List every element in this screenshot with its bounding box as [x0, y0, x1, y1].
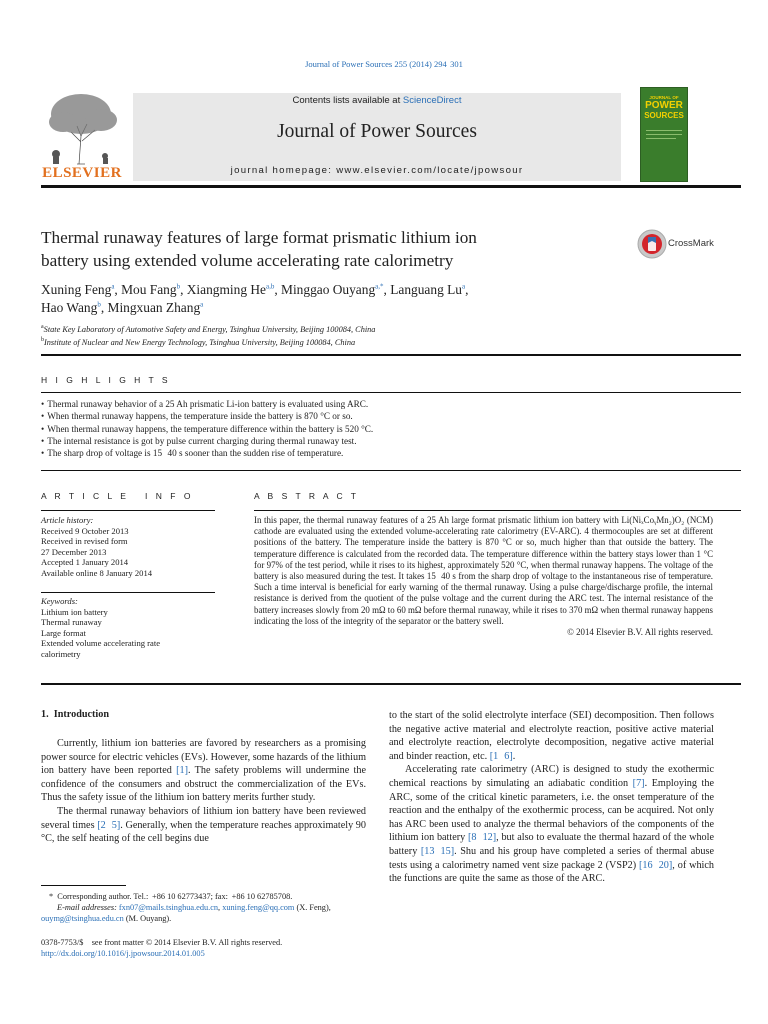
abstract-rule: [254, 510, 741, 511]
author-separator: ,: [114, 282, 122, 297]
highlights-heading: H I G H L I G H T S: [41, 375, 171, 385]
keywords-rule: [41, 592, 215, 593]
email-separator: ,: [218, 903, 223, 912]
affiliation-rule: [41, 354, 741, 356]
author-separator: ,: [383, 282, 391, 297]
keyword-item[interactable]: Lithium ion battery: [41, 606, 108, 617]
footnote: [41, 891, 381, 924]
reference-link[interactable]: [8 12]: [467, 832, 497, 844]
publisher-name: ELSEVIER: [42, 165, 122, 181]
author-separator: ,: [180, 282, 187, 297]
journal-cover-image[interactable]: [640, 87, 688, 182]
history-item: 27 December 2013: [41, 546, 107, 557]
keyword-item[interactable]: Extended volume accelerating rate: [41, 638, 161, 649]
article-info-rule: [41, 510, 215, 511]
author-separator: ,: [100, 300, 108, 315]
right-column-text: [389, 709, 714, 886]
affiliation-text: Institute of Nuclear and New Energy Technology, Tsinghua University, Beijing 100084, China: [44, 337, 356, 347]
intro-r1-text-a: to the start of the solid electrolyte interface (SEI) decomposition. Then follows the negative active material and electrolyte reaction, positive active material and electrolyte reaction, electrolyte decomposition, negative active material and binder reaction, etc.: [389, 710, 714, 762]
email-owner: (X. Feng),: [294, 903, 331, 912]
highlight-item: • When thermal runaway happens, the temperature difference within the battery is 520 °C.: [41, 423, 741, 435]
highlight-item: • When thermal runaway happens, the temperature inside the battery is 870 °C or so.: [41, 410, 741, 422]
intro-p2-text-b: . Generally, when the temperature reaches approximately 90 °C, the self heating of the cell begins due: [41, 819, 366, 845]
highlights-rule: [41, 392, 741, 393]
highlight-item: • The sharp drop of voltage is 15 40 s sooner than the sudden rise of temperature.: [41, 447, 741, 459]
author-name[interactable]: Hao Wang: [41, 300, 98, 315]
affiliation-mark: a: [41, 324, 44, 330]
highlights-end-rule: [41, 470, 741, 471]
history-item: Accepted 1 January 2014: [41, 557, 129, 568]
email-link[interactable]: fxn07@mails.tsinghua.edu.cn: [118, 903, 219, 912]
homepage-prefix: journal homepage:: [230, 165, 337, 176]
email-line-2: [41, 913, 381, 924]
corresponding-author-note: * Corresponding author. Tel.: +86 10 62773437; fax: +86 10 62785708.: [49, 892, 293, 901]
highlight-item: • The internal resistance is got by pulse current charging during thermal runaway test.: [41, 435, 741, 447]
affiliation-a: [41, 322, 641, 335]
history-item: Received 9 October 2013: [41, 525, 129, 536]
cover-line-3: SOURCES: [644, 111, 684, 120]
email-label: E-mail addresses:: [57, 903, 119, 912]
intro-p1-text-b: . The safety problems will undermine the confidence of the consumers and obstruct the commercialization of the EVs. Thus the safety issue of the lithium ion battery merits further study.: [41, 765, 366, 804]
author-affiliation-mark[interactable]: a: [461, 282, 466, 291]
author-name[interactable]: Mingxuan Zhang: [107, 300, 201, 315]
reference-link[interactable]: [7]: [632, 777, 645, 789]
author-affiliation-mark[interactable]: a,b: [265, 282, 275, 291]
article-title-line-2: battery using extended volume accelerating rate calorimetry: [41, 251, 454, 270]
crossmark-label: CrossMark: [668, 238, 714, 249]
author-affiliation-mark[interactable]: a,*: [375, 282, 384, 291]
keyword-item[interactable]: calorimetry: [41, 648, 81, 659]
abstract-text-body: (NCM) cathode are evaluated using the extended volume-accelerating rate calorimetry (EV-ARC). 4 thermocouples are set at different positions of the battery. The temperature inside the battery is 870 °C or so, much higher than that outside the battery. The temperature difference is calculated from the recorded data. The temperature difference within the battery stays lower than 1 °C for 97% of the test period, while it rises to its highest, approximately 520 °C, when thermal runaway happens. The voltage of the battery is also measured during the test. It takes 15 40 s from the sharp drop of voltage to the instantaneous rise of temperature. Such a time interval is beneficial for early warning of the thermal runaway. Using a pulse charge/discharge profile, the internal resistance is derived from the quotient of the pulse voltage and the current during the ARC test. The internal resistance of the battery increases slowly from 20 mΩ to 60 mΩ before thermal runaway, while it rises to 370 mΩ when thermal runaway happens indicating the loss of the integrity of the separator or the battery swell.: [254, 515, 713, 626]
doi-link[interactable]: http://dx.doi.org/10.1016/j.jpowsour.2014.01.005: [41, 949, 205, 958]
homepage-url[interactable]: www.elsevier.com/locate/jpowsour: [336, 165, 524, 176]
article-info-heading: A R T I C L E I N F O: [41, 491, 194, 501]
intro-r2-text-e: , of which the functions are quite the same as those of the ARC.: [389, 859, 714, 885]
email-line: [41, 902, 381, 913]
author: [390, 282, 468, 297]
article-history-label: Article history:: [41, 515, 94, 525]
highlight-item: • Thermal runaway behavior of a 25 Ah prismatic Li-ion battery is evaluated using ARC.: [41, 398, 741, 410]
author-name[interactable]: Xiangming He: [186, 282, 266, 297]
keywords-label: Keywords:: [41, 596, 78, 606]
affiliation-mark: b: [41, 336, 44, 343]
reference-link[interactable]: [13 15]: [420, 845, 455, 857]
affiliations: [41, 322, 641, 348]
crossmark-button[interactable]: [637, 229, 719, 259]
author: [187, 282, 281, 297]
intro-p1-text-a: Currently, lithium ion batteries are favored by researchers as a promising power source for electric vehicles (EVs). However, some hazards of the lithium ion battery have been reported: [41, 738, 366, 777]
abstract-text-start: In this paper, the thermal runaway features of a 25 Ah large format prismatic lithium ion battery with: [254, 515, 622, 525]
intro-r2-text-d: . Shu and his group have completed a series of thermal abuse tests using a calorimetry named vent size package 2 (VSP2): [389, 845, 714, 871]
intro-paragraph-1: [41, 737, 366, 805]
contents-available-line: [133, 95, 621, 106]
masthead-banner: [133, 93, 621, 181]
masthead-rule: [41, 185, 741, 188]
contents-prefix: Contents lists available at: [292, 95, 403, 106]
intro-r1-text-b: .: [512, 750, 516, 762]
elsevier-tree-icon: [41, 86, 123, 166]
journal-homepage-line: [133, 165, 621, 176]
author-separator: ,: [465, 282, 469, 297]
email-link[interactable]: ouymg@tsinghua.edu.cn: [41, 914, 124, 923]
intro-p2-text-a: The thermal runaway behaviors of lithium ion battery have been reviewed several times: [41, 805, 366, 831]
author-list: [41, 281, 601, 317]
abstract-heading: A B S T R A C T: [254, 491, 360, 501]
history-item: Available online 8 January 2014: [41, 567, 153, 578]
footnote-rule: [41, 885, 126, 886]
introduction-heading: 1. Introduction: [41, 709, 110, 720]
author-name[interactable]: Mou Fang: [121, 282, 177, 297]
affiliation-b: [41, 335, 641, 348]
author: [121, 282, 187, 297]
journal-title: Journal of Power Sources: [277, 121, 477, 142]
author-affiliation-mark[interactable]: b: [97, 300, 101, 309]
author-affiliation-mark[interactable]: b: [176, 282, 181, 291]
author-affiliation-mark[interactable]: a: [200, 300, 204, 309]
cover-line-2: POWER: [645, 100, 683, 111]
author: [41, 282, 121, 297]
intro-r2-text-c: , but also to evaluate the thermal hazard of the whole battery: [389, 832, 714, 857]
reference-link[interactable]: [1]: [176, 765, 188, 777]
author: [41, 300, 108, 315]
keywords: [41, 596, 215, 660]
affiliation-text: State Key Laboratory of Automotive Safety and Energy, Tsinghua University, Beijing 100084, China: [43, 324, 376, 334]
keyword-item[interactable]: Large format: [41, 627, 86, 638]
crossmark-icon: [637, 229, 667, 259]
left-column-text: [41, 737, 366, 846]
reference-link[interactable]: [2 5]: [97, 819, 121, 831]
elsevier-logo[interactable]: [41, 86, 123, 182]
intro-r2-text-b: . Employing the ARC, some of the critical kinetic parameters, i.e. the onset temperature of the reaction and the enthalpy of the exothermic process, can be acquired. Not only has ARC been used to analyze the thermal behaviors of the components of the lithium ion battery: [389, 777, 714, 844]
email-owner: (M. Ouyang).: [123, 914, 172, 923]
abstract-copyright: © 2014 Elsevier B.V. All rights reserved.: [567, 627, 713, 638]
keyword-item[interactable]: Thermal runaway: [41, 617, 102, 628]
front-matter-line: 0378-7753/$ see front matter © 2014 Elsevier B.V. All rights reserved.: [41, 938, 283, 947]
journal-citation[interactable]: Journal of Power Sources 255 (2014) 294 301: [305, 59, 463, 69]
author-name[interactable]: Xuning Feng: [41, 282, 112, 297]
intro-paragraph-2: [41, 805, 366, 846]
intro-paragraph-4: [389, 763, 714, 885]
sciencedirect-link[interactable]: ScienceDirect: [402, 95, 462, 106]
email-link[interactable]: xuning.feng@qq.com: [222, 903, 295, 912]
author-name[interactable]: Languang Lu: [390, 282, 462, 297]
reference-link[interactable]: [16 20]: [639, 859, 673, 871]
front-matter-end-rule: [41, 683, 741, 685]
cover-line-1: JOURNAL OF: [649, 95, 679, 100]
article-title: [41, 226, 601, 272]
abstract-text: [254, 515, 713, 638]
highlights-list: [41, 398, 741, 459]
reference-link[interactable]: [1 6]: [489, 750, 513, 762]
author-affiliation-mark[interactable]: a: [111, 282, 115, 291]
author: [108, 300, 204, 315]
article-title-line-1: Thermal runaway features of large format prismatic lithium ion: [41, 228, 477, 247]
author-name[interactable]: Minggao Ouyang: [281, 282, 376, 297]
history-item: Received in revised form: [41, 536, 128, 547]
article-history: [41, 515, 215, 579]
author: [281, 282, 390, 297]
ncm-formula: Li(NiₓCoᵧMn₂)O₂: [621, 515, 685, 525]
author-separator: ,: [274, 282, 282, 297]
intro-r2-text-a: Accelerating rate calorimetry (ARC) is designed to study the exothermic chemical reactions by simulating an adiabatic condition: [389, 764, 714, 789]
intro-paragraph-3: [389, 709, 714, 763]
